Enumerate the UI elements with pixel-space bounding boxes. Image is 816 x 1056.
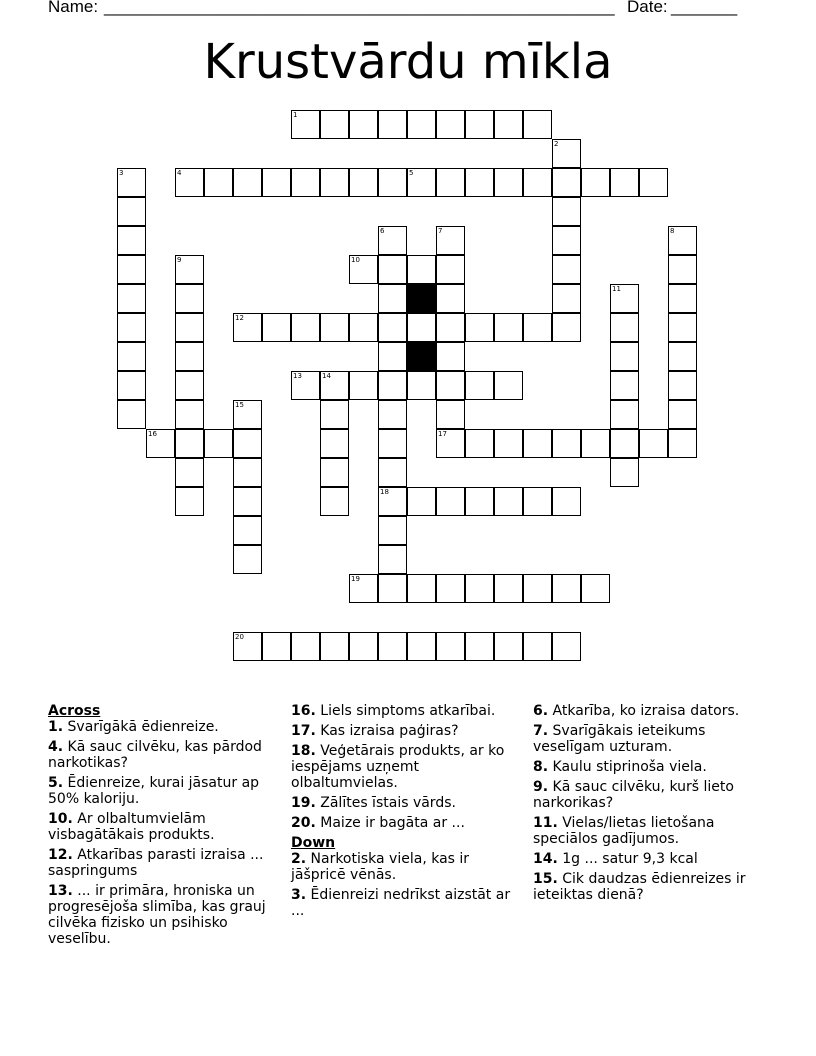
grid-cell[interactable] [378,226,407,255]
clues-column-1 [48,703,284,951]
grid-cell[interactable] [523,632,552,661]
grid-cell[interactable] [320,168,349,197]
grid-cell[interactable] [552,284,581,313]
grid-cell[interactable] [407,313,436,342]
grid-cell[interactable] [552,168,581,197]
grid-cell[interactable] [378,400,407,429]
clue-number-6: 6 [380,227,385,235]
grid-cell[interactable] [349,110,378,139]
grid-cell[interactable] [175,371,204,400]
grid-cell[interactable] [117,168,146,197]
grid-cell[interactable] [436,632,465,661]
grid-cell[interactable] [552,313,581,342]
page-title: Krustvārdu mīkla [203,34,613,90]
grid-cell[interactable] [320,487,349,516]
grid-cell[interactable] [552,255,581,284]
grid-cell[interactable] [552,139,581,168]
grid-cell[interactable] [436,429,465,458]
grid-cell[interactable] [204,429,233,458]
clue-across-16: 16. Liels simptoms atkarībai. [291,703,496,719]
grid-cell[interactable] [262,313,291,342]
grid-cell[interactable] [407,168,436,197]
grid-cell[interactable] [378,516,407,545]
grid-cell[interactable] [465,632,494,661]
grid-cell[interactable] [291,632,320,661]
grid-cell[interactable] [668,313,697,342]
grid-cell[interactable] [610,313,639,342]
grid-cell[interactable] [262,168,291,197]
grid-cell-black [407,284,436,313]
grid-cell[interactable] [639,168,668,197]
across-heading: Across [48,703,101,719]
grid-cell[interactable] [494,632,523,661]
grid-cell[interactable] [175,487,204,516]
grid-cell[interactable] [523,574,552,603]
clue-down-14: 14. 1g ... satur 9,3 kcal [533,851,698,867]
grid-cell[interactable] [117,371,146,400]
grid-cell[interactable] [233,400,262,429]
grid-cell[interactable] [349,313,378,342]
grid-cell[interactable] [233,168,262,197]
grid-cell[interactable] [378,342,407,371]
grid-cell[interactable] [146,429,175,458]
clue-across-19: 19. Zālītes īstais vārds. [291,795,456,811]
grid-cell[interactable] [291,110,320,139]
grid-cell[interactable] [378,110,407,139]
grid-cell[interactable] [552,632,581,661]
grid-cell[interactable] [378,255,407,284]
grid-cell[interactable] [610,429,639,458]
grid-cell[interactable] [668,255,697,284]
grid-cell[interactable] [291,371,320,400]
grid-cell[interactable] [291,168,320,197]
grid-cell[interactable] [436,342,465,371]
grid-cell[interactable] [465,371,494,400]
grid-cell[interactable] [378,371,407,400]
grid-cell[interactable] [349,371,378,400]
clue-number-5: 5 [409,169,414,177]
grid-cell[interactable] [494,110,523,139]
grid-cell[interactable] [581,429,610,458]
grid-cell[interactable] [117,197,146,226]
grid-cell[interactable] [407,632,436,661]
grid-cell[interactable] [610,400,639,429]
clue-number-4: 4 [177,169,182,177]
grid-cell[interactable] [552,226,581,255]
grid-cell[interactable] [465,110,494,139]
clue-number-12: 12 [235,314,244,322]
grid-cell[interactable] [436,255,465,284]
grid-cell[interactable] [668,371,697,400]
grid-cell[interactable] [494,313,523,342]
clue-number-1: 1 [293,111,298,119]
grid-cell[interactable] [610,342,639,371]
clue-number-20: 20 [235,633,244,641]
grid-cell[interactable] [233,487,262,516]
grid-cell[interactable] [204,168,233,197]
clues-column-2 [291,703,521,923]
date-field[interactable]: _______ [671,0,738,16]
grid-cell[interactable] [349,632,378,661]
grid-cell[interactable] [668,226,697,255]
grid-cell[interactable] [436,313,465,342]
grid-cell[interactable] [175,313,204,342]
grid-cell[interactable] [320,458,349,487]
clue-down-15: 15. Cik daudzas ēdienreizes ir ieteiktas dienā? [533,871,746,903]
grid-cell[interactable] [552,487,581,516]
grid-cell[interactable] [291,313,320,342]
clue-across-10: 10. Ar olbaltumvielām visbagātākais produkts. [48,811,215,843]
grid-cell[interactable] [175,429,204,458]
clue-number-3: 3 [119,169,124,177]
grid-cell[interactable] [378,545,407,574]
grid-cell[interactable] [552,197,581,226]
down-heading: Down [291,835,336,851]
grid-cell[interactable] [117,284,146,313]
grid-cell[interactable] [378,487,407,516]
clue-number-17: 17 [438,430,447,438]
name-field[interactable]: ______________________________________________________ [104,0,615,16]
grid-cell[interactable] [552,574,581,603]
grid-cell[interactable] [378,429,407,458]
clue-number-16: 16 [148,430,157,438]
grid-cell[interactable] [349,574,378,603]
clue-across-4: 4. Kā sauc cilvēku, kas pārdod narkotikas? [48,739,262,771]
clue-number-13: 13 [293,372,302,380]
grid-cell[interactable] [494,371,523,400]
grid-cell[interactable] [117,400,146,429]
grid-cell[interactable] [436,371,465,400]
clue-down-11: 11. Vielas/lietas lietošana speciālos gadījumos. [533,815,715,847]
grid-cell[interactable] [320,429,349,458]
name-label: Name: [48,0,99,16]
clue-across-12: 12. Atkarības parasti izraisa ... saspringums [48,847,264,879]
grid-cell[interactable] [494,429,523,458]
grid-cell[interactable] [233,458,262,487]
grid-cell[interactable] [117,313,146,342]
clue-number-9: 9 [177,256,182,264]
grid-cell[interactable] [668,400,697,429]
grid-cell[interactable] [262,632,291,661]
grid-cell[interactable] [320,400,349,429]
grid-cell[interactable] [320,110,349,139]
clue-across-18: 18. Veģetārais produkts, ar ko iespējams uzņemt olbaltumvielas. [291,743,505,791]
grid-cell[interactable] [436,400,465,429]
grid-cell[interactable] [494,487,523,516]
clue-number-15: 15 [235,401,244,409]
grid-cell[interactable] [436,487,465,516]
grid-cell[interactable] [523,313,552,342]
grid-cell[interactable] [465,168,494,197]
clue-number-14: 14 [322,372,331,380]
clue-across-20: 20. Maize ir bagāta ar ... [291,815,465,831]
clue-down-9: 9. Kā sauc cilvēku, kurš lieto narkorikas? [533,779,734,811]
grid-cell[interactable] [320,632,349,661]
grid-cell[interactable] [175,342,204,371]
grid-cell[interactable] [175,168,204,197]
grid-cell[interactable] [436,226,465,255]
clue-number-2: 2 [554,140,559,148]
grid-cell[interactable] [610,284,639,313]
grid-cell[interactable] [320,371,349,400]
grid-cell[interactable] [668,284,697,313]
grid-cell[interactable] [407,574,436,603]
grid-cell[interactable] [378,168,407,197]
clue-number-19: 19 [351,575,360,583]
clues-column-3 [533,703,773,907]
grid-cell[interactable] [117,226,146,255]
clue-number-18: 18 [380,488,389,496]
grid-cell[interactable] [233,632,262,661]
grid-cell[interactable] [552,429,581,458]
clue-across-17: 17. Kas izraisa paģiras? [291,723,459,739]
clue-number-11: 11 [612,285,621,293]
grid-cell[interactable] [233,313,262,342]
clue-number-7: 7 [438,227,443,235]
grid-cell[interactable] [465,487,494,516]
grid-cell[interactable] [378,313,407,342]
grid-cell[interactable] [233,545,262,574]
grid-cell[interactable] [581,168,610,197]
grid-cell[interactable] [581,574,610,603]
grid-cell[interactable] [175,255,204,284]
grid-cell[interactable] [407,487,436,516]
grid-cell[interactable] [494,168,523,197]
grid-cell[interactable] [320,313,349,342]
grid-cell[interactable] [494,574,523,603]
grid-cell[interactable] [175,400,204,429]
grid-cell-black [407,342,436,371]
grid-cell[interactable] [233,516,262,545]
grid-cell[interactable] [378,458,407,487]
grid-cell[interactable] [233,429,262,458]
clue-down-8: 8. Kaulu stiprinoša viela. [533,759,707,775]
grid-cell[interactable] [523,168,552,197]
grid-cell[interactable] [378,632,407,661]
clue-across-5: 5. Ēdienreize, kurai jāsatur ap 50% kaloriju. [48,775,260,807]
grid-cell[interactable] [378,284,407,313]
grid-cell[interactable] [117,255,146,284]
clue-down-7: 7. Svarīgākais ieteikums veselīgam uzturam. [533,723,706,755]
grid-cell[interactable] [523,110,552,139]
grid-cell[interactable] [349,168,378,197]
grid-cell[interactable] [349,255,378,284]
date-label: Date: [627,0,668,16]
grid-cell[interactable] [465,313,494,342]
grid-cell[interactable] [668,429,697,458]
grid-cell[interactable] [407,110,436,139]
clue-number-8: 8 [670,227,675,235]
grid-cell[interactable] [668,342,697,371]
grid-cell[interactable] [610,168,639,197]
clue-down-6: 6. Atkarība, ko izraisa dators. [533,703,740,719]
grid-cell[interactable] [117,342,146,371]
grid-cell[interactable] [523,487,552,516]
grid-cell[interactable] [175,284,204,313]
grid-cell[interactable] [465,429,494,458]
clue-down-3: 3. Ēdienreizi nedrīkst aizstāt ar ... [291,887,511,919]
clue-number-10: 10 [351,256,360,264]
grid-cell[interactable] [610,371,639,400]
grid-cell[interactable] [639,429,668,458]
grid-cell[interactable] [407,371,436,400]
grid-cell[interactable] [465,574,494,603]
grid-cell[interactable] [610,458,639,487]
grid-cell[interactable] [436,284,465,313]
grid-cell[interactable] [436,168,465,197]
grid-cell[interactable] [523,429,552,458]
grid-cell[interactable] [436,110,465,139]
grid-cell[interactable] [175,458,204,487]
grid-cell[interactable] [407,255,436,284]
grid-cell[interactable] [436,574,465,603]
clue-across-1: 1. Svarīgākā ēdienreize. [48,719,219,735]
grid-cell[interactable] [378,574,407,603]
clue-down-2: 2. Narkotiska viela, kas ir jāšpricē vēnās. [291,851,470,883]
clue-across-13: 13. ... ir primāra, hroniska un progresējoša slimība, kas grauj cilvēka fizisko un psihisko veselību. [48,883,266,947]
